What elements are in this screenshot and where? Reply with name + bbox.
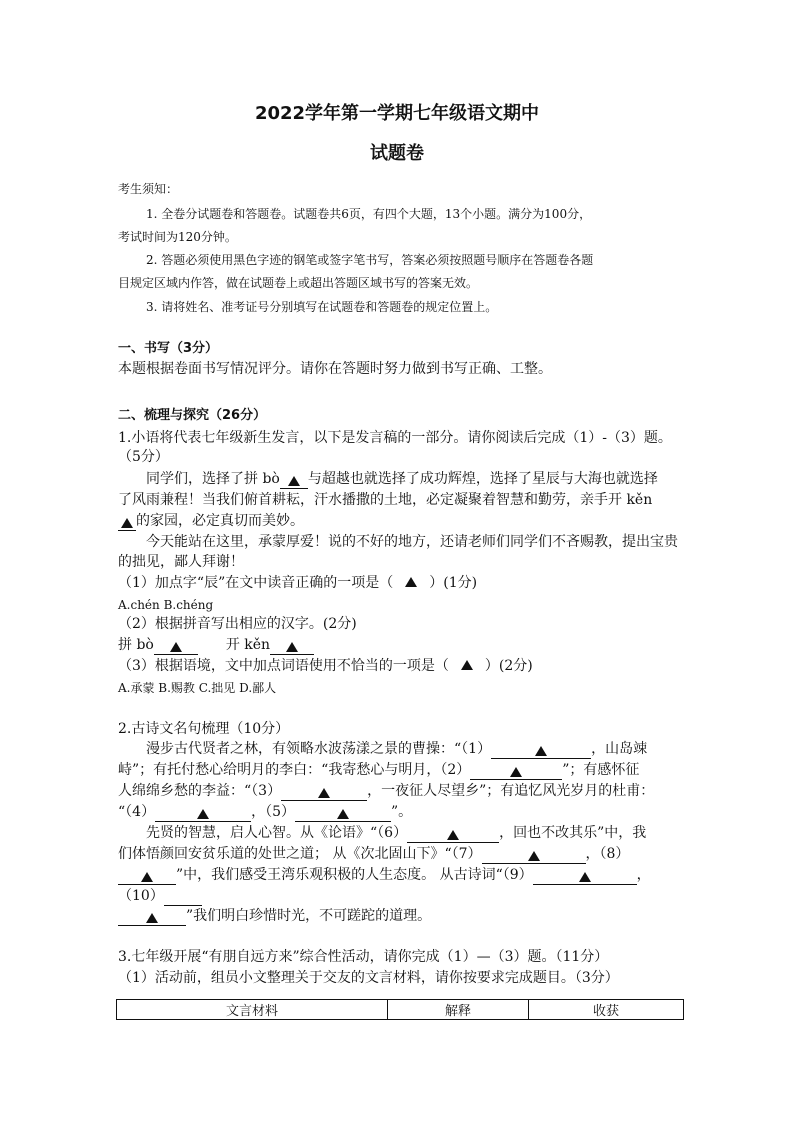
triangle-icon <box>318 788 330 798</box>
triangle-icon <box>579 872 591 882</box>
q1-sub-3-text: （3）根据语境，文中加点词语使用不恰当的一项是（ <box>118 658 449 674</box>
q2-text: ， <box>636 867 651 883</box>
q2-line-9 <box>118 906 431 926</box>
notice-heading: 考生须知： <box>118 182 179 196</box>
section-1-heading: 一、书写（3分） <box>118 341 219 356</box>
answer-blank[interactable] <box>491 742 591 759</box>
answer-blank[interactable] <box>407 826 499 843</box>
q2-text: 漫步古代贤者之林，有领略水波荡漾之景的曹操：“（1） <box>146 741 492 757</box>
answer-blank[interactable] <box>280 472 308 489</box>
q2-text: ”；有感怀征 <box>562 762 640 778</box>
q2-text: 先贤的智慧，启人心智。从《论语》“（6） <box>146 825 408 841</box>
notice-item-3: 3. 请将姓名、准考证号分别填写在试题卷和答题卷的规定位置上。 <box>146 300 498 314</box>
triangle-icon <box>288 476 300 486</box>
q2-text: ”。 <box>391 804 413 820</box>
q2-line-6 <box>118 844 629 864</box>
answer-blank[interactable] <box>482 847 586 864</box>
q3-intro: 3.七年级开展“有朋自远方来”综合性活动，请你完成（1）—（3）题。（11分） <box>118 949 609 965</box>
q2-text: ，（8） <box>585 846 630 862</box>
q2-text: （10） <box>118 888 164 904</box>
notice-item-2-line-2: 目规定区域内作答，做在试题卷上或超出答题区域书写的答案无效。 <box>118 276 479 290</box>
answer-slot[interactable] <box>449 656 485 676</box>
triangle-icon <box>535 746 547 756</box>
table-header-cell: 解释 <box>388 1000 529 1020</box>
notice-item-2-line-1: 2. 答题必须使用黑色字迹的钢笔或签字笔书写，答案必须按照题号顺序在答题卷各题 <box>146 253 594 267</box>
answer-blank[interactable] <box>118 868 176 885</box>
material-table <box>116 999 684 1020</box>
q2-text: ，回也不改其乐”中，我 <box>499 825 647 841</box>
triangle-icon <box>141 872 153 882</box>
q1-sub-2: （2）根据拼音写出相应的汉字。(2分) <box>118 616 357 632</box>
q3-sub-1: （1）活动前，组员小文整理关于交友的文言材料，请你按要求完成题目。（3分） <box>118 970 619 986</box>
triangle-icon <box>121 518 133 528</box>
q2-line-7 <box>118 865 651 885</box>
q2-text: 们体悟颜回安贫乐道的处世之道； 从《次北固山下》“（7） <box>118 846 482 862</box>
q2-line-1 <box>146 739 647 759</box>
q2-text: 峙”；有托付愁心给明月的李白：“我寄愁心与明月，（2） <box>118 762 471 778</box>
q2-line-8 <box>118 886 202 906</box>
q2-text: ，山岛竦 <box>591 741 648 757</box>
q1-passage-line-1 <box>146 469 658 489</box>
answer-blank[interactable] <box>154 638 198 655</box>
section-2-heading: 二、梳理与探究（26分） <box>118 408 267 423</box>
notice-item-1-line-2: 考试时间为120分钟。 <box>118 230 237 244</box>
notice-item-1-line-1: 1. 全卷分试题卷和答题卷。试题卷共6页，有四个大题，13个小题。满分为100分， <box>146 207 592 221</box>
pinyin-bo: 拼 bò <box>118 637 154 653</box>
q1-sub-3 <box>118 656 533 676</box>
triangle-icon <box>461 660 473 670</box>
exam-title: 2022学年第一学期七年级语文期中 <box>254 103 540 124</box>
q1-passage-line-4: 今天能站在这里，承蒙厚爱！说的不好的地方，还请老师们同学们不吝赐教，提出宝贵 <box>146 534 678 550</box>
triangle-icon <box>197 809 209 819</box>
q1-sub-1-points: ）(1分) <box>429 575 478 591</box>
q2-text: ”我们明白珍惜时光，不可蹉跎的道理。 <box>186 908 432 924</box>
triangle-icon <box>510 767 522 777</box>
q2-heading: 2.古诗文名句梳理（10分） <box>118 721 290 737</box>
q2-text: “（4） <box>118 804 156 820</box>
q1-sub-1-text: （1）加点字“辰”在文中读音正确的一项是（ <box>118 575 394 591</box>
exam-subtitle: 试题卷 <box>370 143 424 164</box>
q1-intro-line-2: （5分） <box>118 449 169 465</box>
triangle-icon <box>286 642 298 652</box>
q1-sub-1-options: A.chén B.chéng <box>118 598 214 612</box>
answer-slot[interactable] <box>393 573 429 593</box>
answer-blank[interactable] <box>533 868 637 885</box>
section-1-text: 本题根据卷面书写情况评分。请你在答题时努力做到书写正确、工整。 <box>118 361 552 377</box>
triangle-icon <box>447 830 459 840</box>
q1-sub-3-options: A.承蒙 B.赐教 C.拙见 D.鄙人 <box>118 681 277 695</box>
answer-blank[interactable] <box>470 763 562 780</box>
q2-line-5 <box>146 823 646 843</box>
triangle-icon <box>146 913 158 923</box>
q1-passage-text: 的家园，必定真切而美妙。 <box>136 513 304 529</box>
answer-blank[interactable] <box>155 805 251 822</box>
pinyin-ken: 开 kěn <box>225 637 271 653</box>
q1-passage-line-3 <box>118 511 304 531</box>
answer-blank[interactable] <box>270 638 314 655</box>
q1-passage-text: 与超越也就选择了成功辉煌，选择了星辰与大海也就选择 <box>307 471 658 487</box>
table-header-row <box>117 1000 684 1020</box>
triangle-icon <box>405 577 417 587</box>
triangle-icon <box>528 851 540 861</box>
answer-blank[interactable] <box>118 514 136 531</box>
answer-blank[interactable] <box>164 889 202 906</box>
q1-passage-line-2: 了风雨兼程！当我们俯首耕耘，汗水播撒的土地，必定凝聚着智慧和勤劳，亲手开 kěn <box>118 492 653 508</box>
q2-text: ”中，我们感受王湾乐观积极的人生态度。 从古诗词“（9） <box>176 867 533 883</box>
triangle-icon <box>337 809 349 819</box>
answer-blank[interactable] <box>118 909 186 926</box>
q1-sub-3-points: ）(2分) <box>484 658 533 674</box>
answer-blank[interactable] <box>295 805 391 822</box>
q1-sub-1 <box>118 573 477 593</box>
table-header-cell: 文言材料 <box>117 1000 388 1020</box>
q2-text: ，一夜征人尽望乡”；有追忆风光岁月的杜甫： <box>367 783 655 799</box>
q1-intro-line-1: 1.小语将代表七年级新生发言，以下是发言稿的一部分。请你阅读后完成（1）-（3）题。 <box>118 430 672 446</box>
table-header-cell: 收获 <box>529 1000 684 1020</box>
q2-line-2 <box>118 760 639 780</box>
q1-passage-text: 同学们，选择了拼 bò <box>146 471 280 487</box>
q1-passage-line-5: 的拙见，鄙人拜谢！ <box>118 554 244 570</box>
q2-text: ，（5） <box>251 804 295 820</box>
triangle-icon <box>170 642 182 652</box>
answer-blank[interactable] <box>281 784 367 801</box>
q2-line-3 <box>118 781 654 801</box>
q1-sub-2-answers <box>118 635 314 655</box>
q2-line-4 <box>118 802 412 822</box>
q2-text: 人绵绵乡愁的李益：“（3） <box>118 783 282 799</box>
